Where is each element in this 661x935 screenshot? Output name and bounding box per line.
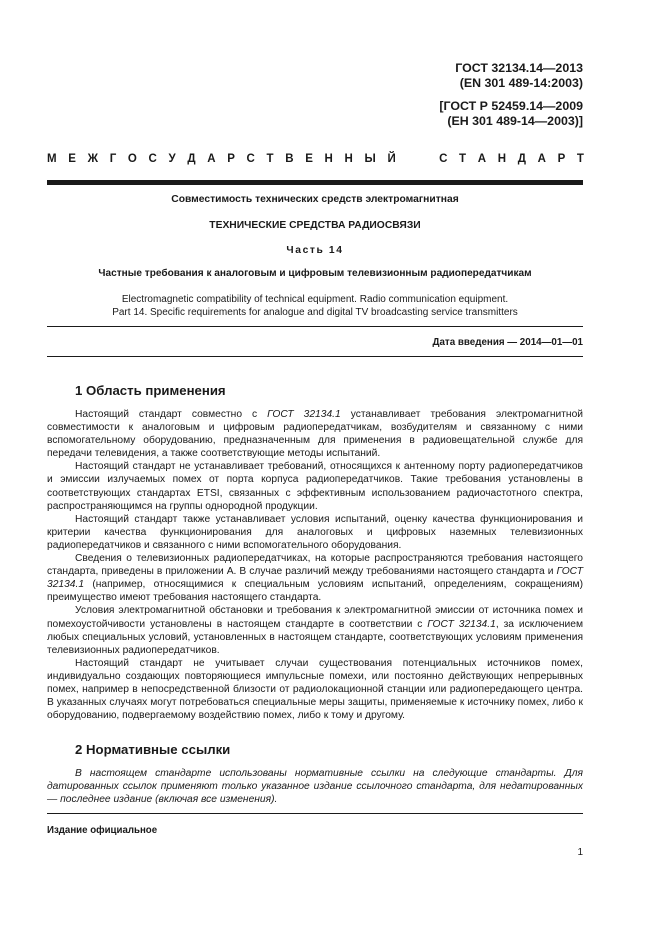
designation-line: (EN 301 489-14:2003) [459, 76, 583, 90]
edition-note: Издание официальное [47, 825, 158, 836]
banner-letter: Й [387, 153, 396, 165]
title-part: Часть 14 [286, 245, 344, 256]
section-heading: 1 Область применения [75, 383, 226, 398]
banner-letter: У [168, 153, 176, 165]
paragraph: Настоящий стандарт совместно с ГОСТ 32134.1 устанавливает требования электромагнитной совместимости к аналоговым и цифровым радиопередатчикам, возбудителям и связанному с ними вспомогательному оборудованию, предназначенным для применения в радиовещательной службе для передачи телевидения, а также соответствующие методы испытаний. [47, 409, 583, 460]
paragraph: Условия электромагнитной обстановки и требования к электромагнитной эмиссии от источника помех и помехоустойчивости установлены в настоящем стандарте в соответствии с ГОСТ 32134.1, за исключением любых специальных условий, установленных в настоящем стандарте, соответствующих условиям применения телевизионных радиопередатчиков. [47, 605, 583, 656]
paragraph: Сведения о телевизионных радиопередатчиках, на которые распространяются требования настоящего стандарта, приведены в приложении А. В случае различий между требованиями настоящего стандарта и ГОСТ 32134.1 (например, относящимися к специальным условиям испытаний, определениям, сокращениям) преимущество имеют требования настоящего стандарта. [47, 553, 583, 604]
banner-letter: Ы [364, 153, 376, 165]
thin-divider [47, 813, 583, 814]
title-specific: Частные требования к аналоговым и цифровым телевизионным радиопередатчикам [98, 268, 532, 279]
banner-letter: Е [68, 153, 76, 165]
paragraph: Настоящий стандарт не учитывает случаи существования потенциальных источников помех, индивидуально создающих повторяющиеся импульсные помехи, или постоянно действующих непрерывных помех, например в непосредственной близости от радиолокационной станции или радиопередающего центра. В указанных случаях могут потребоваться специальные меры защиты, применяемые к источнику помех, либо к оборудованию, подвергаемому воздействию помех, либо к тому и другому. [47, 657, 583, 722]
paragraph: Настоящий стандарт также устанавливает условия испытаний, оценку качества функционирования и критерии качества функционирования для аналоговых и цифровых наземных телевизионных радиопередатчиков и связанного с ними вспомогательного оборудования. [47, 513, 583, 551]
section-body [47, 408, 583, 722]
title-english-line: Part 14. Specific requirements for analogue and digital TV broadcasting service transmitters [112, 307, 518, 318]
reference: ГОСТ 32134.1 [427, 618, 496, 630]
paragraph: Настоящий стандарт не устанавливает требований, относящихся к антенному порту радиопередатчиков и эмиссии излучаемых помех от порта корпуса радиопередатчиков. Такие требования установлены в соответствующих стандартах ETSI, связанных с эффективным использованием радиочастотного спектра, распространяющимся на группы однородной продукции. [47, 461, 583, 512]
paragraph: В настоящем стандарте использованы нормативные ссылки на следующие стандарты. Для датированных ссылок применяют только указанное издание ссылочного стандарта, для недатированных — последнее издание (включая все изменения). [47, 768, 583, 806]
banner-letter: А [537, 153, 546, 165]
reference: ГОСТ 32134.1 [47, 566, 583, 591]
reference: ГОСТ 32134.1 [267, 409, 341, 420]
banner-letter: Д [517, 153, 526, 165]
banner-letter: М [47, 153, 57, 165]
banner-letter: Н [344, 153, 353, 165]
banner-letter: Г [109, 153, 117, 165]
title-english-line: Electromagnetic compatibility of technical equipment. Radio communication equipment. [121, 294, 509, 305]
banner-letter: В [285, 153, 294, 165]
banner-letter: Т [459, 153, 467, 165]
page-number: 1 [577, 847, 583, 858]
thick-divider [47, 180, 583, 185]
title-english [47, 293, 583, 319]
banner-letter: Н [324, 153, 333, 165]
section-body [47, 767, 583, 806]
standard-type-banner [47, 153, 584, 165]
banner-letter: С [148, 153, 157, 165]
designation-line: (ЕН 301 489-14—2003)] [447, 114, 583, 128]
banner-letter: А [477, 153, 487, 165]
banner-gap [407, 153, 427, 165]
title-general: Совместимость технических средств электромагнитная [171, 194, 459, 205]
banner-letter: Н [497, 153, 507, 165]
section-heading: 2 Нормативные ссылки [75, 742, 231, 757]
introduction-date: Дата введения — 2014—01—01 [432, 337, 583, 348]
banner-letter: Т [576, 153, 584, 165]
banner-letter: Р [557, 153, 566, 165]
banner-letter: Е [305, 153, 313, 165]
banner-letter: Т [266, 153, 274, 165]
thin-divider [47, 356, 583, 357]
thin-divider [47, 326, 583, 327]
banner-letter: О [127, 153, 137, 165]
title-group: ТЕХНИЧЕСКИЕ СРЕДСТВА РАДИОСВЯЗИ [209, 220, 421, 231]
banner-letter: Ж [87, 153, 99, 165]
banner-letter: Р [227, 153, 235, 165]
banner-letter: С [439, 153, 448, 165]
designation-line: [ГОСТ Р 52459.14—2009 [439, 99, 583, 113]
replaced-designation [439, 99, 583, 129]
standard-designation [455, 61, 583, 91]
banner-letter: А [207, 153, 216, 165]
designation-line: ГОСТ 32134.14—2013 [455, 61, 583, 75]
banner-letter: Д [187, 153, 196, 165]
banner-letter: С [246, 153, 255, 165]
